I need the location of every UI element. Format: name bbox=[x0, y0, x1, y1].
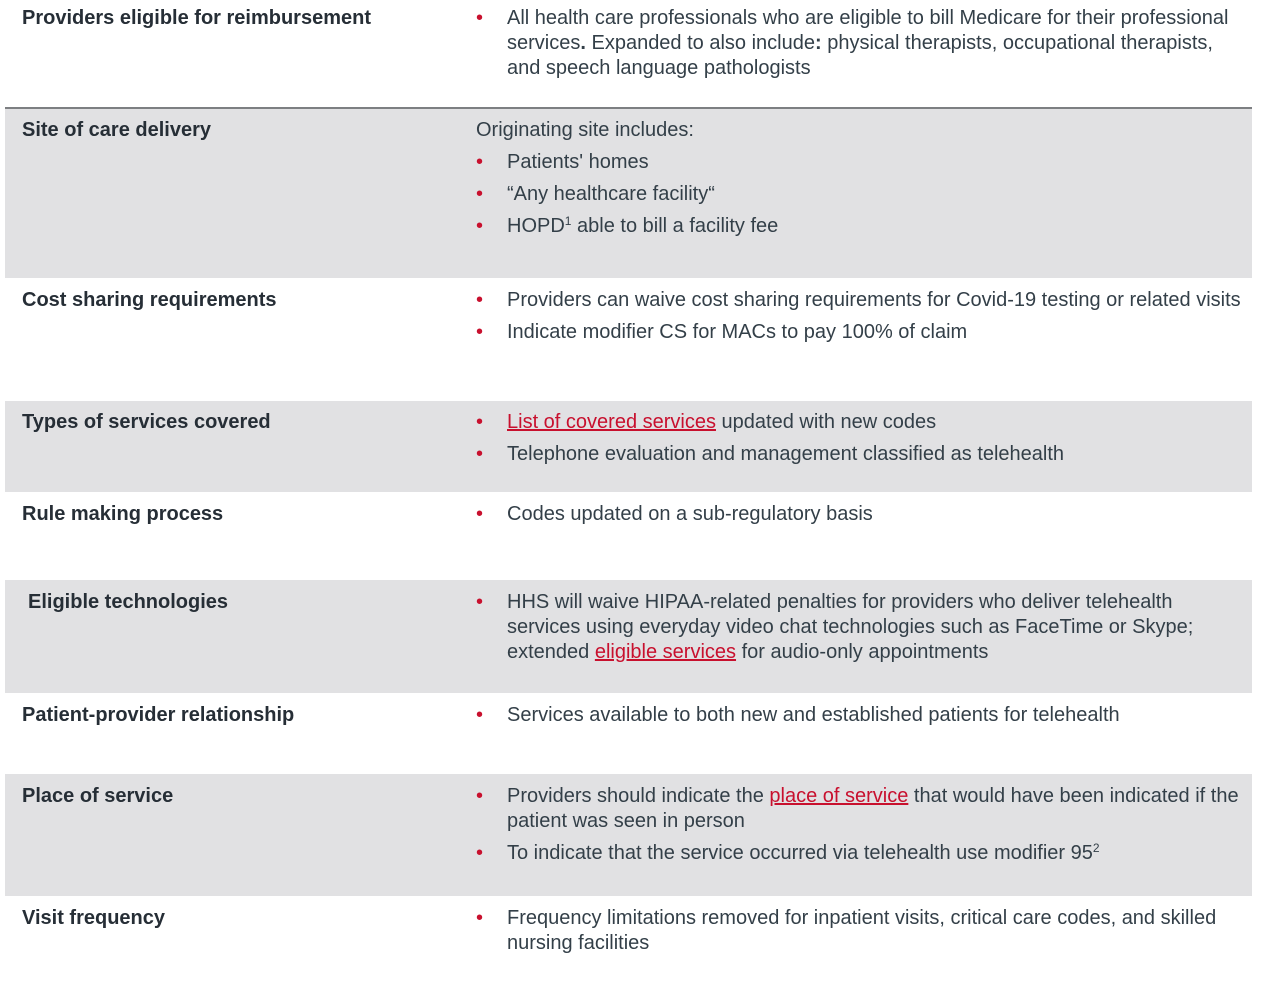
row-eligible-technologies bbox=[5, 580, 1252, 693]
row-content bbox=[476, 118, 1246, 246]
bullet-icon: • bbox=[476, 443, 484, 465]
bullet-list bbox=[476, 6, 1246, 81]
eligible-services-link[interactable]: eligible services bbox=[594, 641, 737, 663]
bullet-icon: • bbox=[476, 842, 484, 864]
bullet-icon: • bbox=[476, 907, 484, 929]
covered-services-link[interactable]: List of covered services bbox=[507, 411, 716, 433]
row-label: Place of service bbox=[22, 785, 174, 807]
list-item: • Providers should indicate the place of service that would have been indicated if the patient was seen in person bbox=[476, 785, 1239, 832]
bullet-icon: • bbox=[476, 7, 484, 29]
row-visit-frequency bbox=[5, 896, 1252, 986]
row-label: Site of care delivery bbox=[22, 119, 211, 141]
bullet-list bbox=[476, 410, 1246, 467]
bullet-list bbox=[476, 784, 1246, 866]
bullet-icon: • bbox=[476, 411, 484, 433]
bullet-icon: • bbox=[476, 321, 484, 343]
row-patient-provider bbox=[5, 693, 1252, 774]
row-place-of-service bbox=[5, 774, 1252, 896]
row-providers-eligible bbox=[5, 0, 1252, 107]
row-content bbox=[476, 288, 1246, 352]
row-content bbox=[476, 410, 1246, 474]
list-item: • Frequency limitations removed for inpatient visits, critical care codes, and skilled nursing facilities bbox=[476, 907, 1217, 954]
list-item: • To indicate that the service occurred via telehealth use modifier $95^2$ bbox=[476, 841, 1100, 864]
bullet-list bbox=[476, 906, 1246, 956]
list-item: • HOPD$^1$ able to bill a facility fee bbox=[476, 214, 779, 237]
list-item: • All health care professionals who are eligible to bill Medicare for their professional services. Expanded to also include: physical therapists, occupational therapists, and speech language pathologists bbox=[476, 7, 1229, 79]
place-of-service-link[interactable]: place of service bbox=[769, 785, 909, 807]
list-item: • HHS will waive HIPAA-related penalties for providers who deliver telehealth services using everyday video chat technologies such as FaceTime or Skype; extended eligible services for audio-only appointments bbox=[476, 591, 1194, 663]
row-site-of-care bbox=[5, 109, 1252, 278]
row-content bbox=[476, 590, 1246, 672]
row-label: Providers eligible for reimbursement bbox=[22, 7, 371, 29]
list-item: • Patients' homes bbox=[476, 151, 649, 173]
row-rule-making bbox=[5, 492, 1252, 580]
row-label: Cost sharing requirements bbox=[22, 289, 277, 311]
bullet-icon: • bbox=[476, 289, 484, 311]
bullet-icon: • bbox=[476, 503, 484, 525]
bullet-list bbox=[476, 288, 1246, 345]
row-label: Visit frequency bbox=[22, 907, 166, 929]
list-item: • List of covered services updated with new codes bbox=[476, 411, 937, 433]
row-label: Patient-provider relationship bbox=[22, 704, 295, 726]
row-cost-sharing bbox=[5, 278, 1252, 401]
bullet-icon: • bbox=[476, 151, 484, 173]
list-item: • Telephone evaluation and management classified as telehealth bbox=[476, 443, 1065, 465]
list-item: • Services available to both new and established patients for telehealth bbox=[476, 704, 1120, 726]
bullet-icon: • bbox=[476, 215, 484, 237]
intro-text: Originating site includes: bbox=[476, 119, 694, 141]
list-item: • Indicate modifier CS for MACs to pay 100% of claim bbox=[476, 321, 968, 343]
row-content bbox=[476, 502, 1246, 534]
list-item: • Providers can waive cost sharing requirements for Covid-19 testing or related visits bbox=[476, 289, 1241, 311]
bullet-icon: • bbox=[476, 704, 484, 726]
bullet-list bbox=[476, 703, 1246, 728]
bullet-list bbox=[476, 150, 1246, 239]
bullet-icon: • bbox=[476, 183, 484, 205]
row-label: Rule making process bbox=[22, 503, 224, 525]
row-label: Eligible technologies bbox=[28, 591, 229, 613]
bullet-list bbox=[476, 502, 1246, 527]
list-item: • Codes updated on a sub-regulatory basis bbox=[476, 503, 873, 525]
bullet-icon: • bbox=[476, 591, 484, 613]
bullet-list bbox=[476, 590, 1246, 665]
row-content bbox=[476, 906, 1246, 963]
row-content bbox=[476, 784, 1246, 873]
row-content bbox=[476, 703, 1246, 735]
list-item: • “Any healthcare facility“ bbox=[476, 183, 715, 205]
row-label: Types of services covered bbox=[22, 411, 271, 433]
row-content bbox=[476, 6, 1246, 88]
row-types-of-services bbox=[5, 401, 1252, 492]
bullet-icon: • bbox=[476, 785, 484, 807]
